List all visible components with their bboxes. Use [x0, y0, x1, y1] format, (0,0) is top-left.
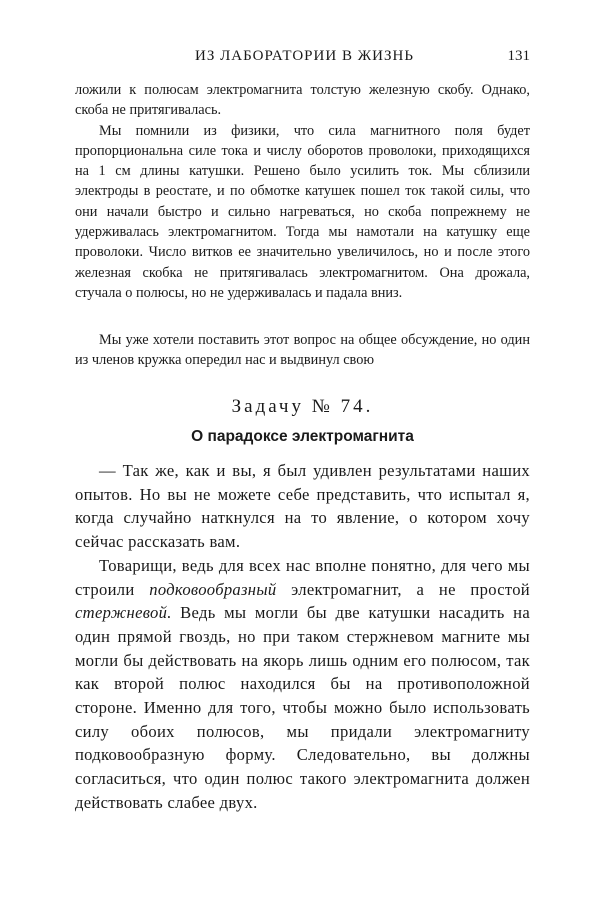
paragraph-physics: Мы помнили из физики, что сила магнитного поля будет пропорциональна силе тока и числу оборотов проволоки, приходящихся на 1 см длины катушки. Решено было усилить ток. Мы сблизили электроды в реостате, и по обмотке катушек пошел ток такой силы, что они начали быстро и сильно нагреваться, но скоба попрежнему не удерживалась электромагнитом. Тогда мы намотали на катушку еще проволоки. Число витков ее значительно увеличилось, но и после этого железная скобка не притягивалась электромагнитом. Она дрожала, стучала о полюсы, но не удерживалась и падала вниз. — [75, 122, 530, 301]
text-run: Товарищи, ведь для всех нас вполне понятно, для чего мы строили — [75, 555, 530, 599]
text-run: электромагнит, а не простой — [276, 579, 530, 599]
emphasis-rod: стержневой. — [75, 603, 172, 623]
page-number: 131 — [507, 48, 530, 64]
text-block-discussion — [75, 330, 530, 371]
text-block-top — [75, 80, 530, 303]
text-block-main — [75, 459, 530, 815]
problem-heading: Задачу № 74. — [231, 396, 374, 417]
paragraph-surprise: — Так же, как и вы, я был удивлен результатами наших опытов. Но вы не можете себе представить, что испытал я, когда случайно наткнулся на то явление, о котором хочу сейчас рассказать вам. — [75, 461, 530, 552]
problem-subheading: О парадоксе электромагнита — [191, 428, 414, 445]
emphasis-horseshoe: подковообразный — [149, 579, 277, 599]
paragraph-continuation: ложили к полюсам электромагнита толстую железную скобу. Однако, скоба не притягивалась. — [75, 82, 530, 119]
text-run: Ведь мы могли бы две катушки насадить на один прямой гвоздь, но при таком стержневом магните мы могли бы действовать на якорь лишь одним его полюсом, так как второй полюс находился бы на противоположной стороне. Именно для того, чтобы можно было использовать силу обоих полюсов, мы придали электромагниту подковообразную форму. Следовательно, вы должны согласиться, что один полюс такого электромагнита должен действовать слабее двух. — [75, 603, 530, 812]
paragraph-discussion: Мы уже хотели поставить этот вопрос на общее обсуждение, но один из членов кружка опередил нас и выдвинул свою — [75, 332, 530, 369]
running-header — [75, 48, 530, 68]
paragraph-horseshoe — [75, 554, 530, 815]
running-title: ИЗ ЛАБОРАТОРИИ В ЖИЗНЬ — [195, 48, 414, 64]
